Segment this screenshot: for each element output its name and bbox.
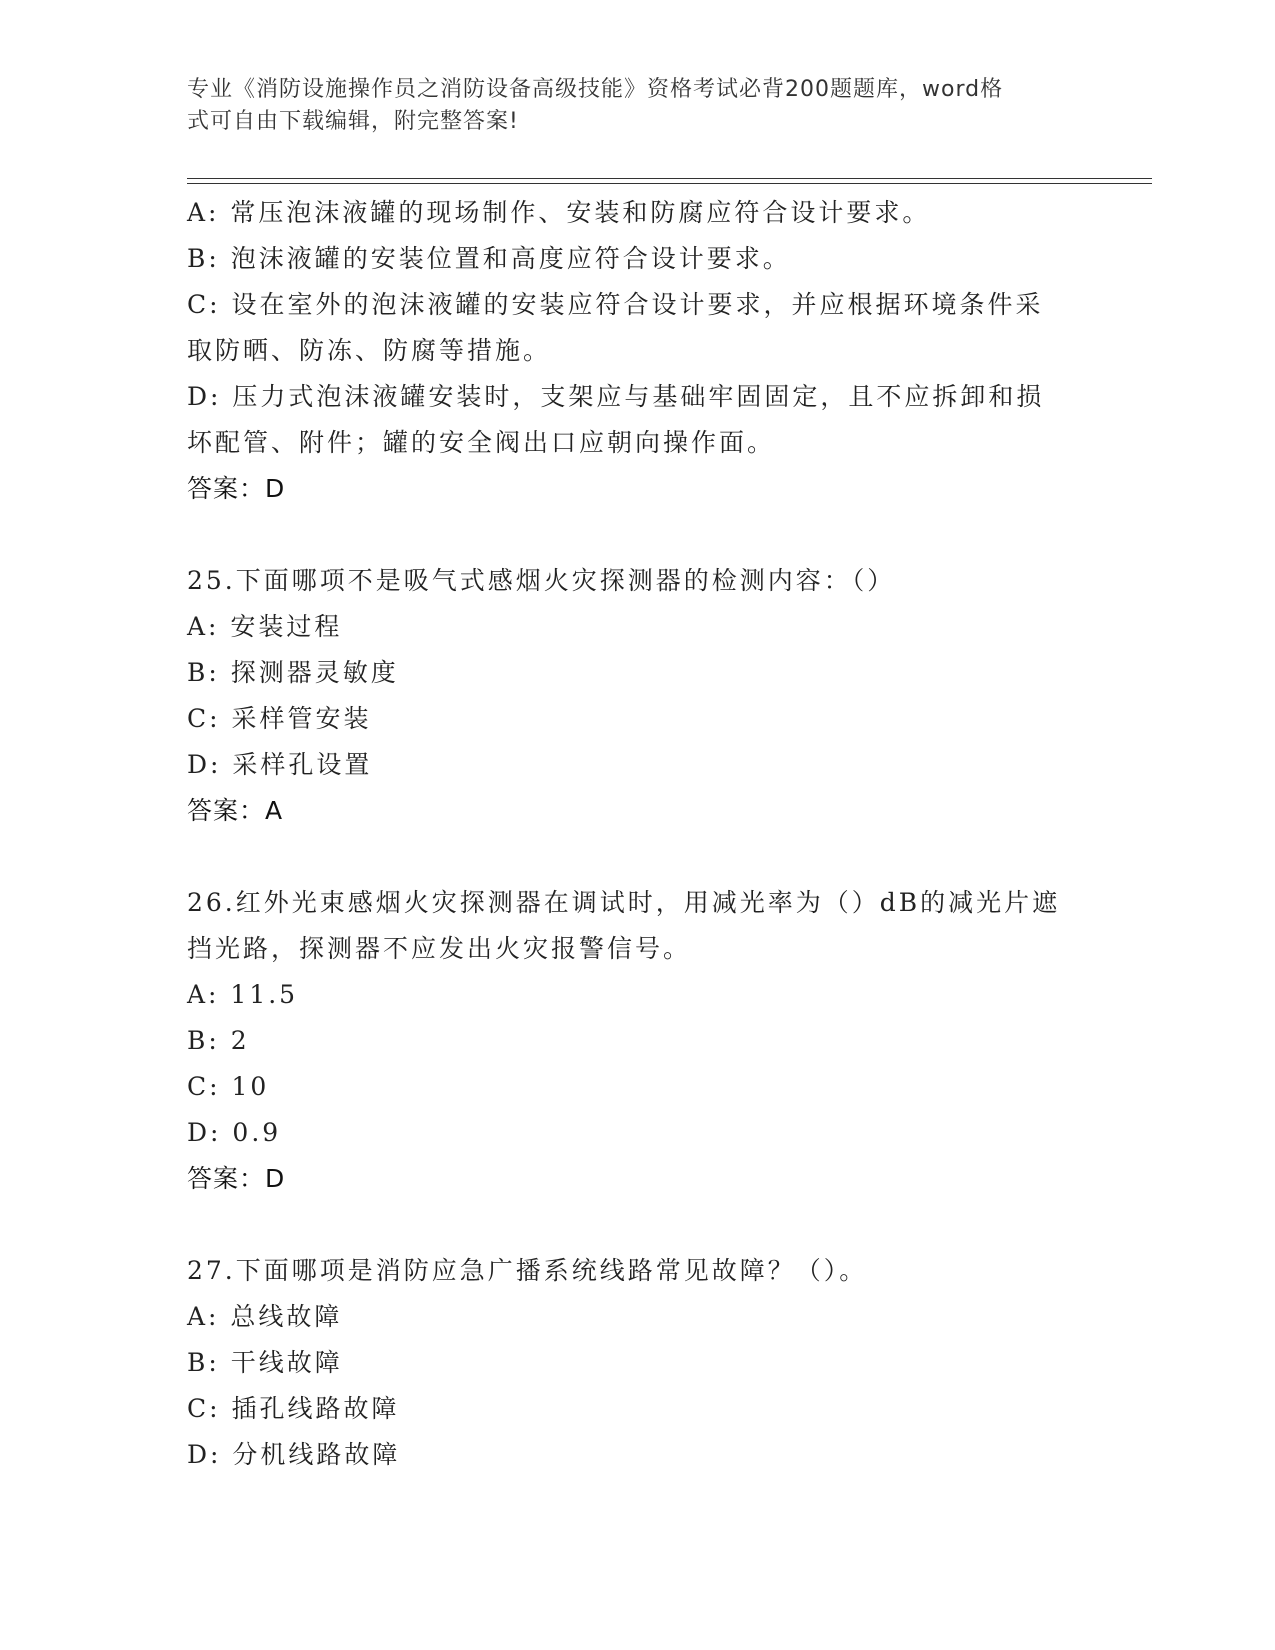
answer: 答案：D xyxy=(187,474,286,503)
option-d: D: 采样孔设置 xyxy=(187,750,373,779)
header-line-1: 专业《消防设施操作员之消防设备高级技能》资格考试必背200题题库，word格 xyxy=(187,77,1004,102)
question-text: 25.下面哪项不是吸气式感烟火灾探测器的检测内容：（） xyxy=(187,566,896,595)
answer: 答案：A xyxy=(187,796,284,825)
option-a: A: 总线故障 xyxy=(187,1302,343,1331)
option-d-line-2: 坏配管、附件；罐的安全阀出口应朝向操作面。 xyxy=(187,428,776,457)
option-c: C: 10 xyxy=(187,1072,270,1101)
question-26 xyxy=(187,880,1087,1202)
question-24-options xyxy=(187,190,1087,512)
question-text-line-2: 挡光路，探测器不应发出火灾报警信号。 xyxy=(187,934,692,963)
option-a: A: 常压泡沫液罐的现场制作、安装和防腐应符合设计要求。 xyxy=(187,198,931,227)
option-b: B: 泡沫液罐的安装位置和高度应符合设计要求。 xyxy=(187,244,791,273)
question-text: 27.下面哪项是消防应急广播系统线路常见故障？（）。 xyxy=(187,1256,868,1285)
option-c-line-2: 取防晒、防冻、防腐等措施。 xyxy=(187,336,552,365)
answer: 答案：D xyxy=(187,1164,286,1193)
header-line-2: 式可自由下载编辑，附完整答案! xyxy=(187,109,519,134)
question-25 xyxy=(187,558,1087,834)
option-c: C: 采样管安装 xyxy=(187,704,372,733)
option-d: D: 0.9 xyxy=(187,1118,282,1147)
header-rule-top xyxy=(187,178,1152,179)
option-b: B: 干线故障 xyxy=(187,1348,343,1377)
option-b: B: 2 xyxy=(187,1026,250,1055)
option-d-line-1: D: 压力式泡沫液罐安装时，支架应与基础牢固固定，且不应拆卸和损 xyxy=(187,382,1045,411)
option-a: A: 11.5 xyxy=(187,980,299,1009)
document-header xyxy=(187,74,1077,138)
option-c-line-1: C: 设在室外的泡沫液罐的安装应符合设计要求，并应根据环境条件采 xyxy=(187,290,1044,319)
option-c: C: 插孔线路故障 xyxy=(187,1394,400,1423)
option-a: A: 安装过程 xyxy=(187,612,343,641)
question-list xyxy=(187,190,1087,1478)
option-d: D: 分机线路故障 xyxy=(187,1440,401,1469)
header-rule-bottom xyxy=(187,183,1152,184)
question-text-line-1: 26.红外光束感烟火灾探测器在调试时，用减光率为（）dB的减光片遮 xyxy=(187,888,1061,917)
option-b: B: 探测器灵敏度 xyxy=(187,658,399,687)
question-27 xyxy=(187,1248,1087,1478)
